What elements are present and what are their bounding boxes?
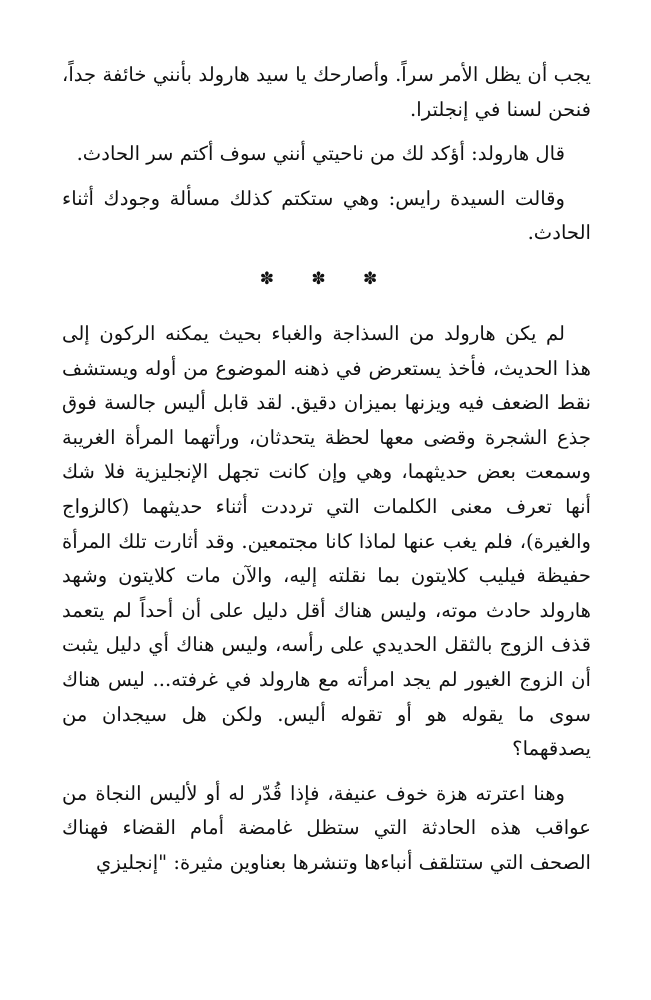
- book-page: [62, 58, 591, 880]
- section-separator: ✽ ✽ ✽: [259, 268, 394, 289]
- paragraph-harold-promise: قال هارولد: أؤكد لك من ناحيتي أنني سوف أكتم سر الحادث.: [76, 142, 565, 166]
- paragraph-fear: وهنا اعترته هزة خوف عنيفة، فإذا قُدّر له أو لأليس النجاة من عواقب هذه الحادثة التي ستظل غامضة أمام القضاء فهناك الصحف التي ستتلقف أنباءها وتنشرها بعناوين مثيرة: "إنجليزي: [62, 781, 591, 874]
- paragraph-secrecy: يجب أن يظل الأمر سراً. وأصارحك يا سيد هارولد بأنني خائفة جداً، فنحن لسنا في إنجلترا.: [62, 63, 591, 121]
- paragraph-mrs-rice: وقالت السيدة رايس: وهي ستكتم كذلك مسألة وجودك أثناء الحادث.: [62, 186, 591, 245]
- paragraph-harold-reflection: لم يكن هارولد من السذاجة والغباء بحيث يمكنه الركون إلى هذا الحديث، فأخذ يستعرض في ذهنه الموضوع من أوله ويستشف نقط الضعف فيه ويزنها بميزان دقيق. لقد قابل أليس جالسة فوق جذع الشجرة وقضى معها لحظة يتحدثان، ورأتهما المرأة الغريبة وسمعت بعض حديثهما، وهي وإن كانت تجهل الإنجليزية فلا شك أنها تعرف معنى الكلمات التي ترددت أثناء حديثهما (كالزواج والغيرة)، فلم يغب عنها لماذا كانا مجتمعين. وقد أثارت تلك المرأة حفيظة فيليب كلايتون بما نقلته إليه، والآن مات كلايتون وشهد هارولد حادث موته، وليس هناك أقل دليل على أن أحداً لم يتعمد قذف الزوج بالثقل الحديدي على رأسه، وليس هناك أي دليل يثبت أن الزوج الغيور لم يجد امرأته مع هارولد في غرفته... ليس هناك سوى ما يقوله هو أو تقوله أليس. ولكن هل سيجدان من يصدقهما؟: [62, 321, 591, 761]
